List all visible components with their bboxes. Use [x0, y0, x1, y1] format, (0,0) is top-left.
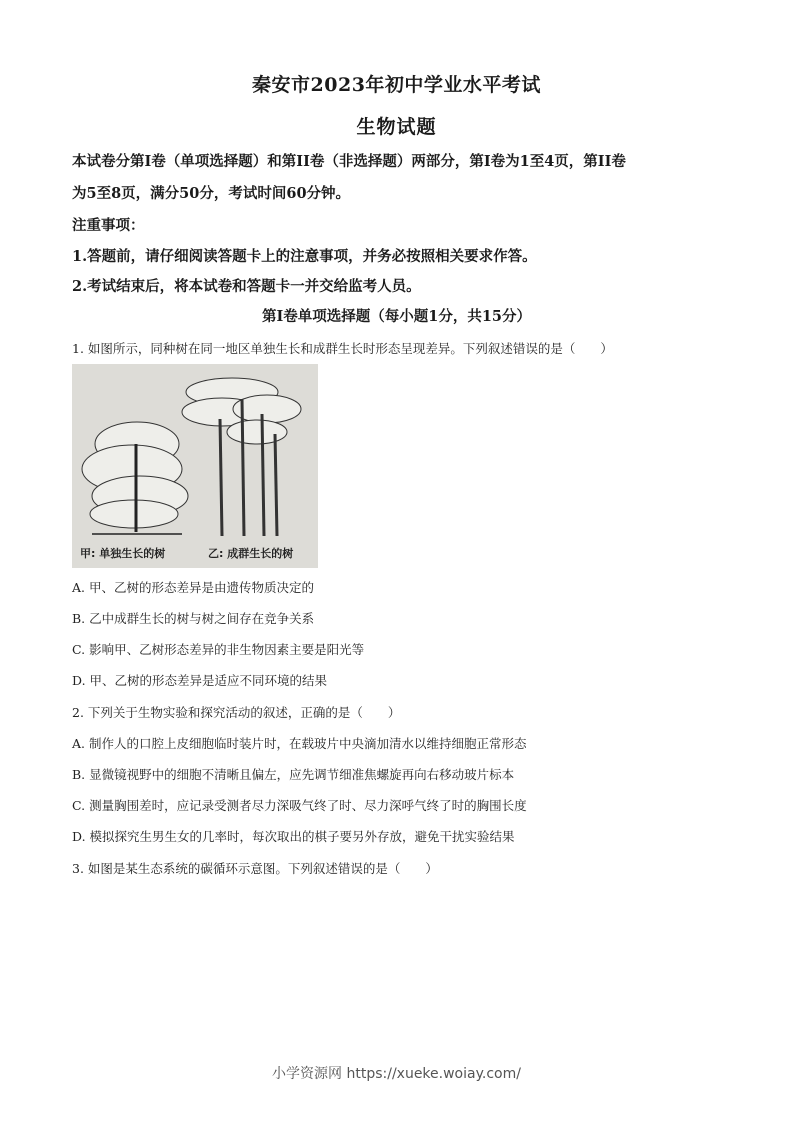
q2-option-b: B. 显微镜视野中的细胞不清晰且偏左，应先调节细准焦螺旋再向右移动玻片标本	[72, 767, 515, 782]
solitary-tree-drawing	[82, 422, 188, 534]
question-1-stem: 1. 如图所示，同种树在同一地区单独生长和成群生长时形态呈现差异。下列叙述错误的是（ ）	[72, 341, 613, 356]
q1-option-d: D. 甲、乙树的形态差异是适应不同环境的结果	[72, 673, 328, 688]
q1-option-b: B. 乙中成群生长的树与树之间存在竞争关系	[72, 611, 315, 626]
q2-option-a: A. 制作人的口腔上皮细胞临时装片时，在载玻片中央滴加清水以维持细胞正常形态	[72, 736, 527, 751]
exam-title: 秦安市2023年初中学业水平考试	[252, 74, 541, 96]
note-item-1: 1.答题前，请仔细阅读答题卡上的注意事项，并务必按照相关要求作答。	[72, 248, 537, 265]
tree-illustration	[72, 364, 318, 568]
q1-option-a: A. 甲、乙树的形态差异是由遗传物质决定的	[72, 580, 314, 595]
exam-subtitle: 生物试题	[356, 116, 437, 138]
figure-caption-right: 乙: 成群生长的树	[208, 547, 294, 560]
q2-option-d: D. 模拟探究生男生女的几率时，每次取出的棋子要另外存放，避免干扰实验结果	[72, 829, 515, 844]
question-3-stem: 3. 如图是某生态系统的碳循环示意图。下列叙述错误的是（ ）	[72, 861, 438, 876]
q2-option-c: C. 测量胸围差时，应记录受测者尽力深吸气终了时、尽力深呼气终了时的胸围长度	[72, 798, 527, 813]
intro-line-2: 为5至8页，满分50分，考试时间60分钟。	[72, 185, 351, 202]
q1-option-c: C. 影响甲、乙树形态差异的非生物因素主要是阳光等	[72, 642, 365, 657]
section-heading: 第I卷单项选择题（每小题1分，共15分）	[261, 308, 532, 325]
figure-caption-left: 甲: 单独生长的树	[80, 547, 166, 560]
footer-watermark: 小学资源网 https://xueke.woiay.com/	[272, 1066, 521, 1082]
intro-line-1: 本试卷分第I卷（单项选择题）和第II卷（非选择题）两部分，第I卷为1至4页，第II卷	[72, 153, 626, 170]
tree-figure	[72, 364, 318, 568]
notes-heading: 注重事项：	[72, 217, 145, 234]
question-2-stem: 2. 下列关于生物实验和探究活动的叙述，正确的是（ ）	[72, 705, 401, 720]
note-item-2: 2.考试结束后，将本试卷和答题卡一并交给监考人员。	[72, 278, 421, 295]
